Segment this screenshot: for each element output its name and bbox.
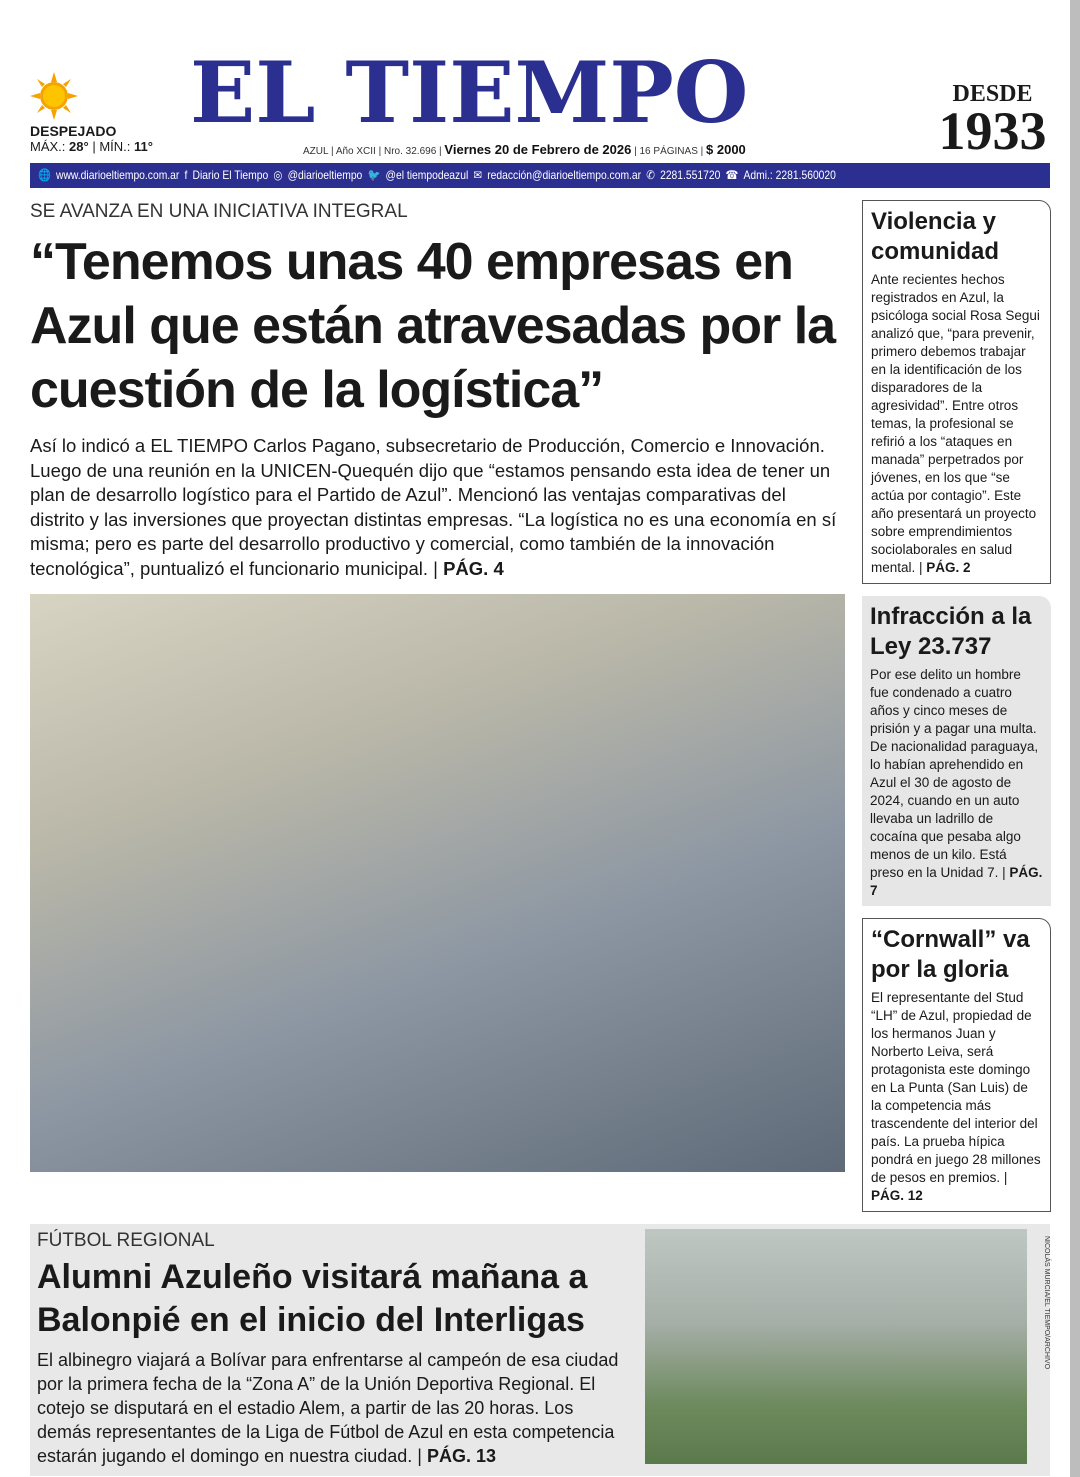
sports-text — [37, 1348, 629, 1468]
sports-photo — [645, 1229, 1027, 1464]
mail-icon: ✉ — [473, 168, 483, 182]
story-body: Por ese delito un hombre fue condenado a cuatro años y cinco meses de prisión y a pagar una multa. De nacionalidad paraguaya, lo habían aprehendido en Azul el 30 de agosto de 2024, cuando en un auto llevaba un ladrillo de cocaína que pesaba algo menos de un kilo. Está preso en la Unidad 7. | — [870, 667, 1039, 880]
sidebar-story-1[interactable] — [862, 200, 1051, 584]
story-title: Violencia y comunidad — [871, 208, 1000, 265]
page-ref: PÁG. 7 — [870, 865, 1043, 898]
price: $ 2000 — [706, 142, 746, 157]
main-headline[interactable]: “Tenemos unas 40 empresas en Azul que están atravesadas por la cuestión de la logística” — [30, 233, 836, 419]
story-text — [871, 989, 1042, 1205]
sports-kicker: FÚTBOL REGIONAL — [37, 1230, 215, 1251]
whatsapp-icon: ✆ — [646, 168, 655, 182]
max-label: MÁX.: — [30, 139, 66, 154]
main-story — [30, 200, 845, 1212]
sports-headline: Alumni Azuleño visitará mañana a Balonpié en el inicio del Interligas — [37, 1258, 588, 1339]
sports-story[interactable] — [30, 1224, 1050, 1476]
sidebar-story-2[interactable] — [862, 596, 1051, 906]
twitter-link[interactable]: @el tiempodeazul — [385, 168, 469, 182]
sun-icon — [30, 72, 78, 120]
main-lead — [30, 434, 845, 582]
page-edge — [1070, 0, 1080, 1477]
main-photo — [30, 594, 845, 1172]
page-count: 16 PÁGINAS — [639, 146, 698, 157]
facebook-icon: f — [184, 168, 188, 182]
contact-bar — [30, 163, 1050, 188]
min-temp: 11° — [134, 139, 153, 154]
sidebar-story-3[interactable] — [862, 918, 1051, 1212]
story-body: Ante recientes hechos registrados en Azul, la psicóloga social Rosa Segui analizó que, “para prevenir, primero debemos trabajar en la identificación de los disparadores de la agresividad”. Entre otros temas, la profesional se refirió a los “ataques en manada” perpetrados por jóvenes, en los que “se actúa por contagio”. Este año presentará un proyecto sobre emprendimientos sociolaborales en salud mental. | — [871, 272, 1040, 575]
page-ref: PÁG. 2 — [926, 560, 971, 575]
whatsapp-number: 2281.551720 — [660, 168, 721, 182]
edition-number: Nro. 32.696 — [384, 146, 437, 157]
phone-number: Admi.: 2281.560020 — [743, 168, 836, 182]
photo-credit: NICOLÁS MURCIA/EL TIEMPO/ARCHIVO — [1043, 1236, 1050, 1370]
edition-date: Viernes 20 de Febrero de 2026 — [444, 142, 632, 157]
page-ref: PÁG. 4 — [443, 557, 504, 579]
email-link[interactable]: redacción@diarioeltiempo.com.ar — [487, 168, 642, 182]
twitter-icon: 🐦 — [367, 168, 381, 182]
desde-label: DESDE — [952, 81, 1033, 107]
min-label: MÍN.: — [99, 139, 131, 154]
weather: DESPEJADO MÁX.: 28° | MÍN.: 11° — [30, 123, 153, 154]
sports-body: El albinegro viajará a Bolívar para enfrentarse al campeón de esa ciudad por la primera fecha de la “Zona A” de la Unión Deportiva Regional. El cotejo se disputará en el estadio Alem, a partir de las 20 horas. Los demás representantes de la Liga de Fútbol de Azul en esta competencia estarán jugando el domingo en nuestra ciudad. | — [37, 1350, 619, 1466]
page-ref: PÁG. 12 — [871, 1188, 923, 1203]
website-link[interactable]: www.diarioeltiempo.com.ar — [56, 168, 180, 182]
edition-meta: AZUL | Año XCII | Nro. 32.696 | Viernes 20 de Febrero de 2026 | 16 PÁGINAS | $ 2000 — [303, 142, 746, 157]
phone-icon: ☎ — [725, 168, 739, 182]
main-kicker: SE AVANZA EN UNA INICIATIVA INTEGRAL — [30, 201, 408, 222]
city: AZUL — [303, 146, 329, 157]
globe-icon: 🌐 — [38, 168, 51, 182]
founded-year: 1933 — [938, 101, 1047, 161]
content — [0, 188, 1080, 1212]
story-body: El representante del Stud “LH” de Azul, propiedad de los hermanos Juan y Norberto Leiva, será protagonista este domingo en La Punta (San Luis) de la competencia más trascendente del interior del país. La prueba hípica pondrá en juego 28 millones de pesos en premios. | — [871, 990, 1041, 1185]
founded-badge — [935, 81, 1050, 161]
lead-body: Así lo indicó a EL TIEMPO Carlos Pagano, subsecretario de Producción, Comercio e Innovación. Luego de una reunión en la UNICEN-Quequén dijo que “estamos pensando esta idea de tener un plan de desarrollo logístico para el Partido de Azul”. Mencionó las ventajas comparativas del distrito y las inversiones que proyectan distintas empresas. “La logística no es una economía en sí misma; pero es parte del desarrollo productivo y comercial, como también de la innovación tecnológica”, puntualizó el funcionario municipal. | — [30, 435, 837, 579]
story-title: “Cornwall” va por la gloria — [871, 926, 1030, 983]
weather-condition: DESPEJADO — [30, 123, 117, 139]
sports-text-block — [37, 1229, 629, 1468]
instagram-icon: ◎ — [273, 168, 283, 182]
sidebar — [862, 200, 1051, 1212]
masthead — [0, 0, 1080, 160]
facebook-link[interactable]: Diario El Tiempo — [192, 168, 269, 182]
instagram-link[interactable]: @diarioeltiempo — [287, 168, 363, 182]
masthead-logo: EL TIEMPO — [190, 43, 749, 142]
edition-year: Año XCII — [335, 146, 376, 157]
story-text — [870, 666, 1043, 900]
story-text — [871, 271, 1042, 577]
max-temp: 28° — [69, 139, 89, 154]
page-ref: PÁG. 13 — [426, 1446, 496, 1466]
story-title: Infracción a la Ley 23.737 — [870, 603, 1032, 660]
